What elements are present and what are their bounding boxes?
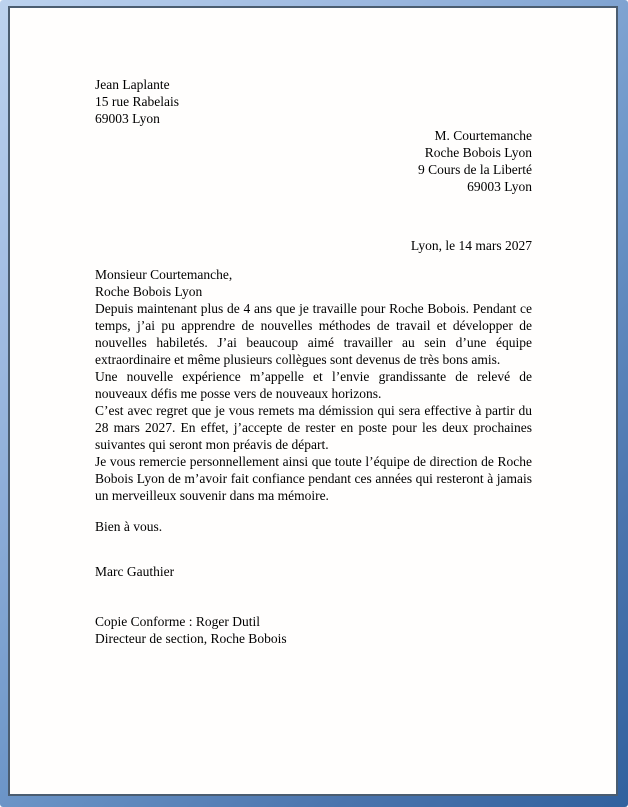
body-paragraph-2: Une nouvelle expérience m’appelle et l’envie grandissante de relevé de nouveaux défis me posse vers de nouveaux horizons. — [95, 369, 532, 401]
closing-line: Bien à vous. — [95, 519, 163, 534]
salutation-block — [95, 266, 532, 300]
salutation-name: Monsieur Courtemanche, — [95, 267, 233, 282]
cc-recipient: Copie Conforme : Roger Dutil — [95, 614, 260, 629]
recipient-city: 69003 Lyon — [467, 179, 532, 194]
recipient-name: M. Courtemanche — [434, 128, 532, 143]
sender-address-block — [95, 76, 532, 127]
body-paragraph-3: C’est avec regret que je vous remets ma démission qui sera effective à partir du 28 mars 2027. En effet, j’accepte de rester en poste pour les deux prochaines suivantes qui seront mon préavis de départ. — [95, 403, 532, 452]
body-paragraph-4: Je vous remercie personnellement ainsi que toute l’équipe de direction de Roche Bobois Lyon de m’avoir fait confiance pendant ces années qui resteront à jamais un merveilleux souvenir dans ma mémoire. — [95, 454, 532, 503]
recipient-street: 9 Cours de la Liberté — [418, 162, 532, 177]
carbon-copy-block — [95, 613, 532, 647]
date-line: Lyon, le 14 mars 2027 — [410, 238, 532, 253]
letter-page — [8, 6, 618, 796]
cc-title: Directeur de section, Roche Bobois — [95, 631, 287, 646]
sender-name: Jean Laplante — [95, 77, 170, 92]
salutation-company: Roche Bobois Lyon — [95, 284, 203, 299]
body-paragraph-1: Depuis maintenant plus de 4 ans que je travaille pour Roche Bobois. Pendant ce temps, j’ai pu apprendre de nouvelles méthodes de travail et développer de nouvelles habiletés. J’ai beaucoup aimé travailler au sein d’une équipe extraordinaire et même plusieurs collègues sont devenus de très bons amis. — [95, 301, 532, 367]
recipient-company: Roche Bobois Lyon — [424, 145, 532, 160]
sender-street: 15 rue Rabelais — [95, 94, 179, 109]
signature-name: Marc Gauthier — [95, 564, 175, 579]
sender-city: 69003 Lyon — [95, 111, 160, 126]
recipient-address-block — [95, 127, 532, 195]
